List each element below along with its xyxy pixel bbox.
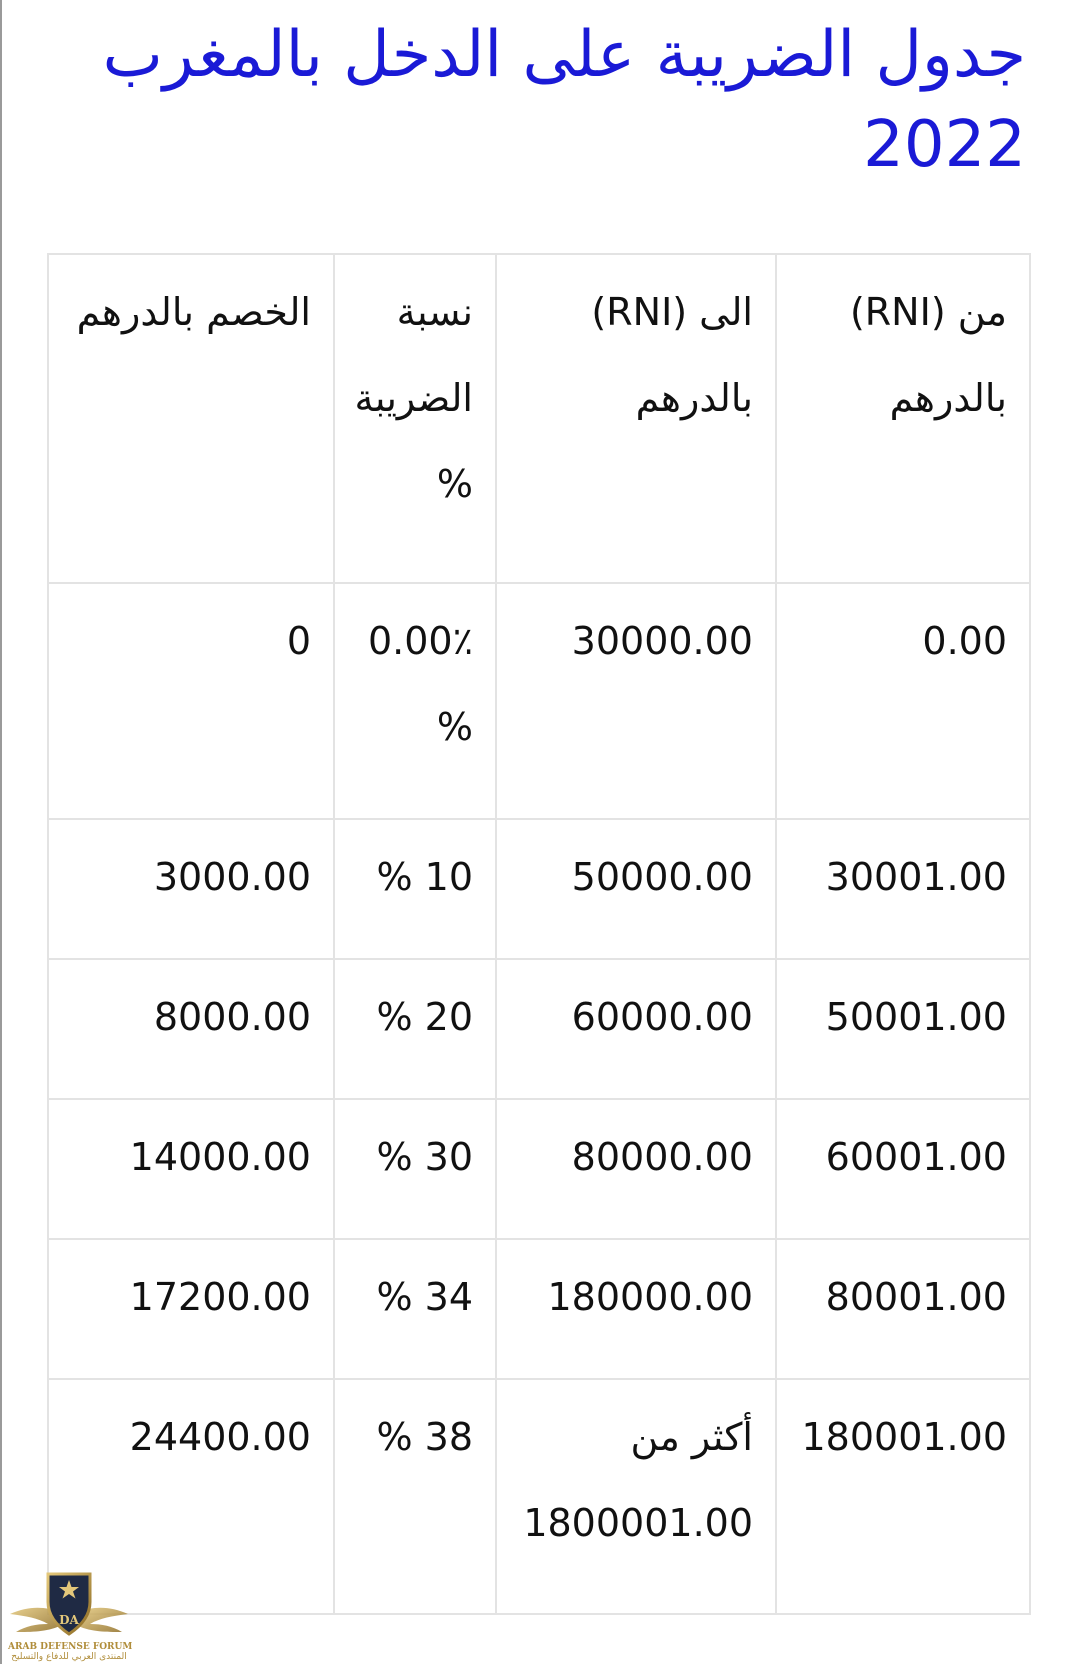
table-row bbox=[48, 1379, 1030, 1614]
cell-to: 180000.00 bbox=[496, 1239, 776, 1379]
cell-to: 60000.00 bbox=[496, 959, 776, 1099]
watermark-logo bbox=[8, 1562, 133, 1662]
cell-deduction: 3000.00 bbox=[48, 819, 334, 959]
cell-to: أكثر من 1800001.00 bbox=[496, 1379, 776, 1614]
cell-from: 60001.00 bbox=[776, 1099, 1030, 1239]
cell-deduction: 8000.00 bbox=[48, 959, 334, 1099]
cell-rate: 38 % bbox=[334, 1379, 496, 1614]
cell-from: 80001.00 bbox=[776, 1239, 1030, 1379]
cell-to: 30000.00 bbox=[496, 583, 776, 819]
forum-emblem-icon bbox=[8, 1562, 130, 1644]
cell-from: 180001.00 bbox=[776, 1379, 1030, 1614]
header-from: من (RNI) بالدرهم bbox=[776, 254, 1030, 583]
page-title: جدول الضريبة على الدخل بالمغرب 2022 bbox=[102, 18, 1026, 182]
table-row bbox=[48, 1239, 1030, 1379]
table-header-row bbox=[48, 254, 1030, 583]
cell-rate: 20 % bbox=[334, 959, 496, 1099]
watermark-name-ar: المنتدى العربي للدفاع والتسليح bbox=[11, 1652, 127, 1662]
cell-from: 30001.00 bbox=[776, 819, 1030, 959]
header-to: الى (RNI) بالدرهم bbox=[496, 254, 776, 583]
table-row bbox=[48, 959, 1030, 1099]
table-row bbox=[48, 819, 1030, 959]
cell-deduction: 14000.00 bbox=[48, 1099, 334, 1239]
cell-deduction: 0 bbox=[48, 583, 334, 819]
svg-text:DA: DA bbox=[59, 1613, 79, 1627]
cell-rate: 30 % bbox=[334, 1099, 496, 1239]
header-rate: نسبة الضريبة % bbox=[334, 254, 496, 583]
screen-edge-divider bbox=[0, 0, 2, 1664]
table-row bbox=[48, 583, 1030, 819]
header-deduction: الخصم بالدرهم bbox=[48, 254, 334, 583]
cell-rate: 34 % bbox=[334, 1239, 496, 1379]
cell-deduction: 24400.00 bbox=[48, 1379, 334, 1614]
cell-to: 50000.00 bbox=[496, 819, 776, 959]
income-tax-table bbox=[47, 253, 1031, 1615]
cell-rate: 0.00٪ % bbox=[334, 583, 496, 819]
cell-deduction: 17200.00 bbox=[48, 1239, 334, 1379]
cell-to: 80000.00 bbox=[496, 1099, 776, 1239]
table-row bbox=[48, 1099, 1030, 1239]
watermark-name-en: ARAB DEFENSE FORUM bbox=[8, 1642, 133, 1652]
cell-from: 50001.00 bbox=[776, 959, 1030, 1099]
cell-from: 0.00 bbox=[776, 583, 1030, 819]
cell-rate: 10 % bbox=[334, 819, 496, 959]
